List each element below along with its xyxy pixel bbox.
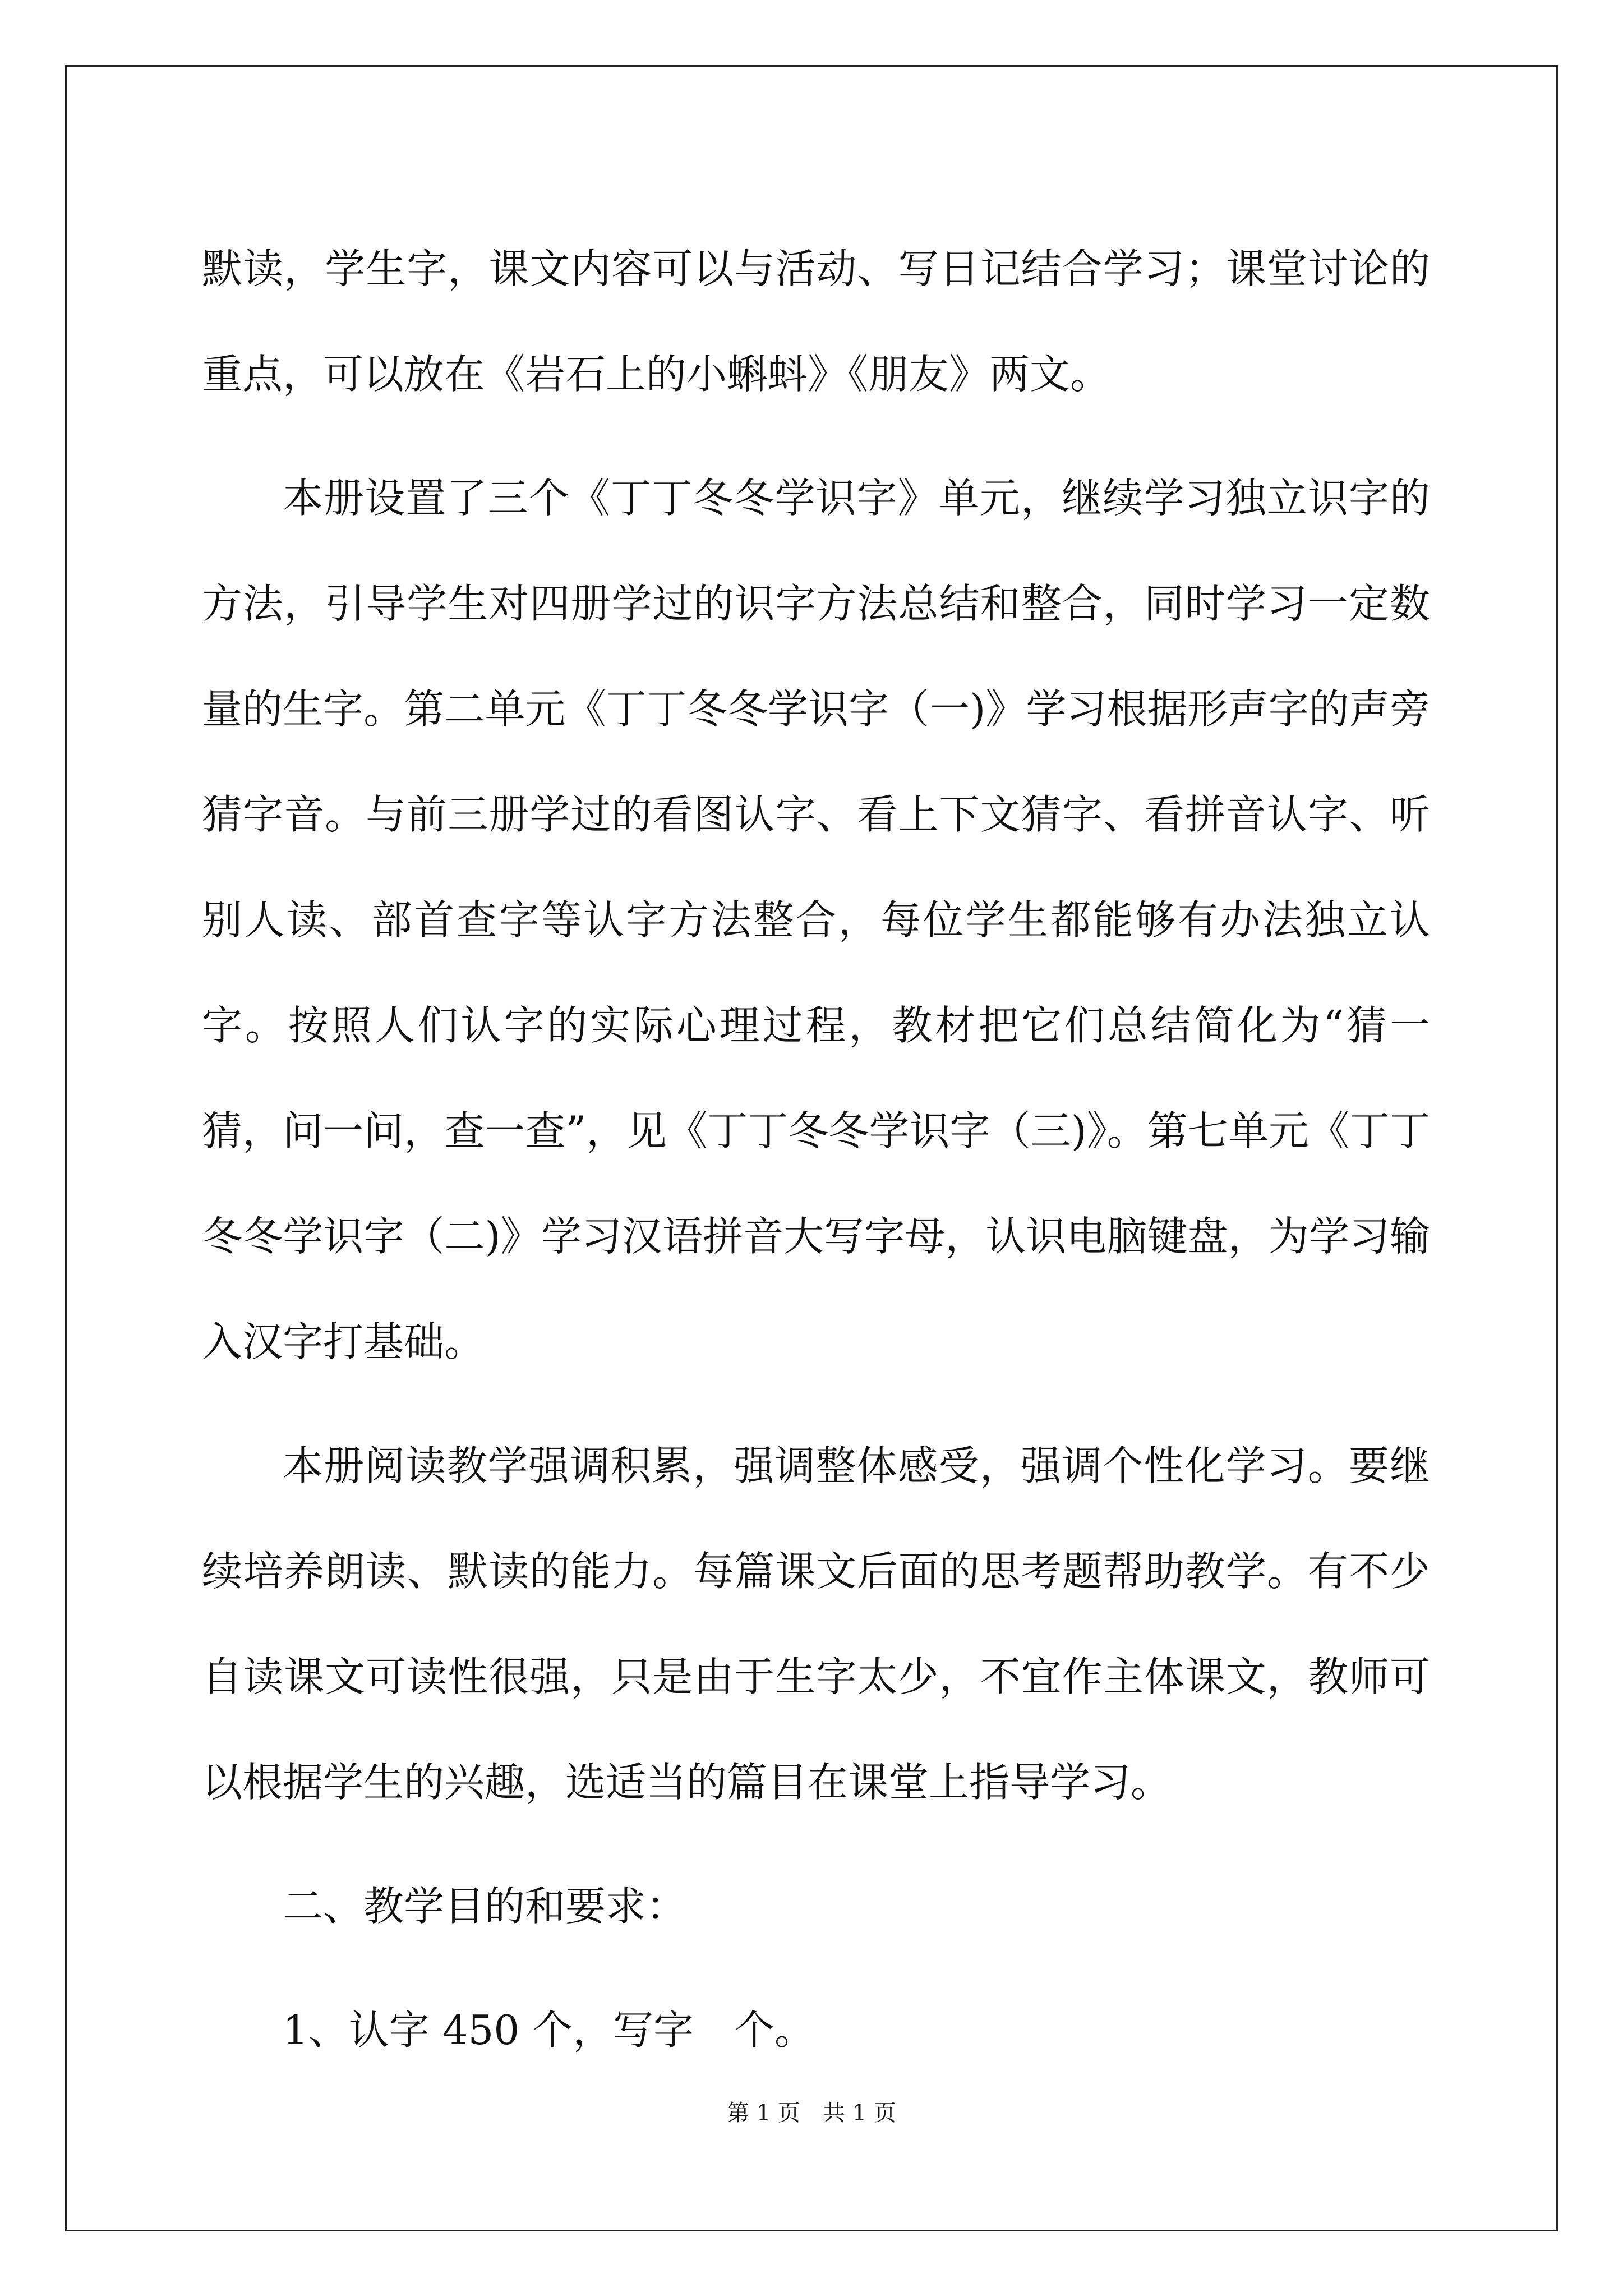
document-body xyxy=(202,216,1430,2083)
list-item: 1、认字 450 个，写字 个。 xyxy=(283,2007,815,2054)
paragraph-1: 默读，学生字，课文内容可以与活动、写日记结合学习；课堂讨论的重点，可以放在《岩石上的小蝌蚪》《朋友》两文。 xyxy=(202,245,1430,398)
paragraph-2: 本册设置了三个《丁丁冬冬学识字》单元，继续学习独立识字的方法，引导学生对四册学过的识字方法总结和整合，同时学习一定数量的生字。第二单元《丁丁冬冬学识字（一)》学习根据形声字的声旁猜字音。与前三册学过的看图认字、看上下文猜字、看拼音认字、听别人读、部首查字等认字方法整合，每位学生都能够有办法独立认字。按照人们认字的实际心理过程，教材把它们总结简化为“猜一猜，问一问，查一查”，见《丁丁冬冬学识字（三)》。第七单元《丁丁冬冬学识字（二)》学习汉语拼音大写字母，认识电脑键盘，为学习输入汉字打基础。 xyxy=(202,475,1430,1365)
page-number: 第 1 页 共 1 页 xyxy=(727,2100,896,2126)
section-heading: 二、教学目的和要求： xyxy=(283,1883,687,1930)
paragraph-3: 本册阅读教学强调积累，强调整体感受，强调个性化学习。要继续培养朗读、默读的能力。每篇课文后面的思考题帮助教学。有不少自读课文可读性很强，只是由于生字太少，不宜作主体课文，教师可以根据学生的兴趣，选适当的篇目在课堂上指导学习。 xyxy=(202,1442,1430,1806)
